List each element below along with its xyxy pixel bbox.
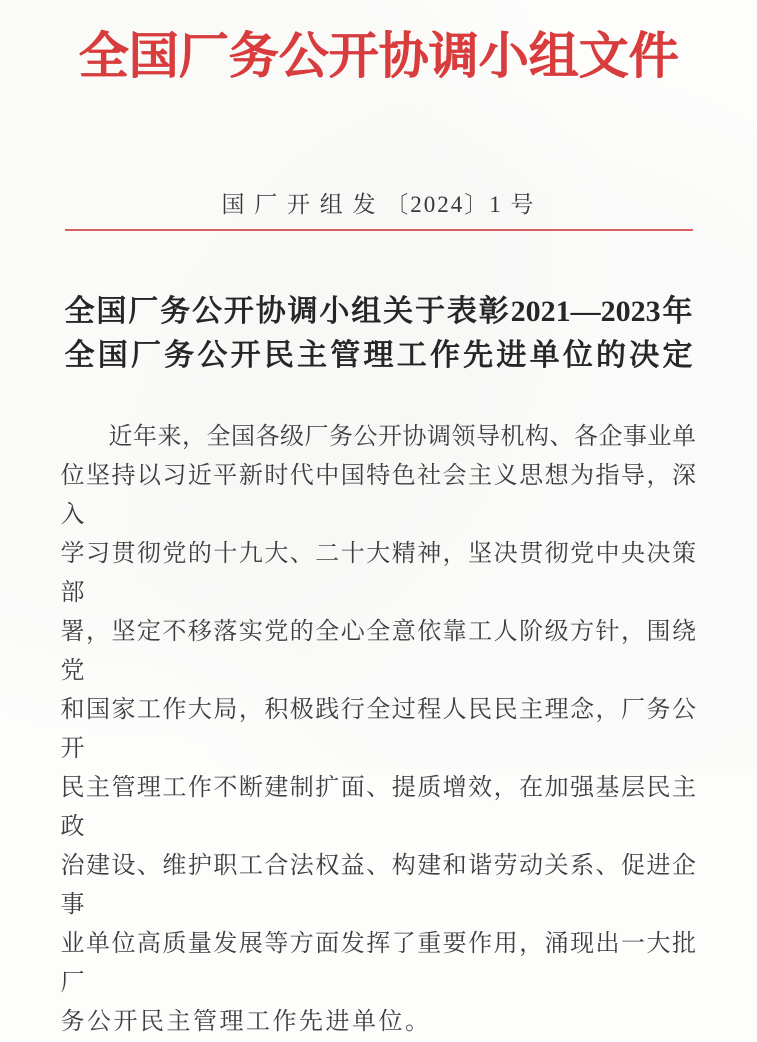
document-content-column (60, 22, 697, 1042)
document-title-line-1: 全国厂务公开协调小组关于表彰2021—2023年 (64, 295, 693, 328)
body-line: 民主管理工作不断建制扩面、提质增效，在加强基层民主政 (60, 775, 697, 840)
body-line: 务公开民主管理工作先进单位。 (60, 1009, 432, 1035)
document-header-title: 全国厂务公开协调小组文件 (78, 28, 679, 84)
body-line: 业单位高质量发展等方面发挥了重要作用，涌现出一大批厂 (60, 931, 697, 996)
body-line: 学习贯彻党的十九大、二十大精神，坚决贯彻党中央决策部 (60, 541, 697, 606)
body-line: 治建设、维护职工合法权益、构建和谐劳动关系、促进企事 (60, 853, 697, 918)
body-line: 近年来，全国各级厂务公开协调领导机构、各企事业单 (108, 424, 697, 450)
body-line: 署，坚定不移落实党的全心全意依靠工人阶级方针，围绕党 (60, 619, 697, 684)
document-number: 国 厂 开 组 发 〔2024〕1 号 (221, 192, 536, 217)
document-body (61, 418, 697, 1042)
document-title-line-2: 全国厂务公开民主管理工作先进单位的决定 (64, 339, 693, 372)
body-line: 和国家工作大局，积极践行全过程人民民主理念，厂务公开 (60, 697, 697, 762)
red-divider-line (65, 229, 693, 231)
document-title (65, 290, 693, 378)
body-line: 位坚持以习近平新时代中国特色社会主义思想为指导，深入 (60, 463, 697, 528)
